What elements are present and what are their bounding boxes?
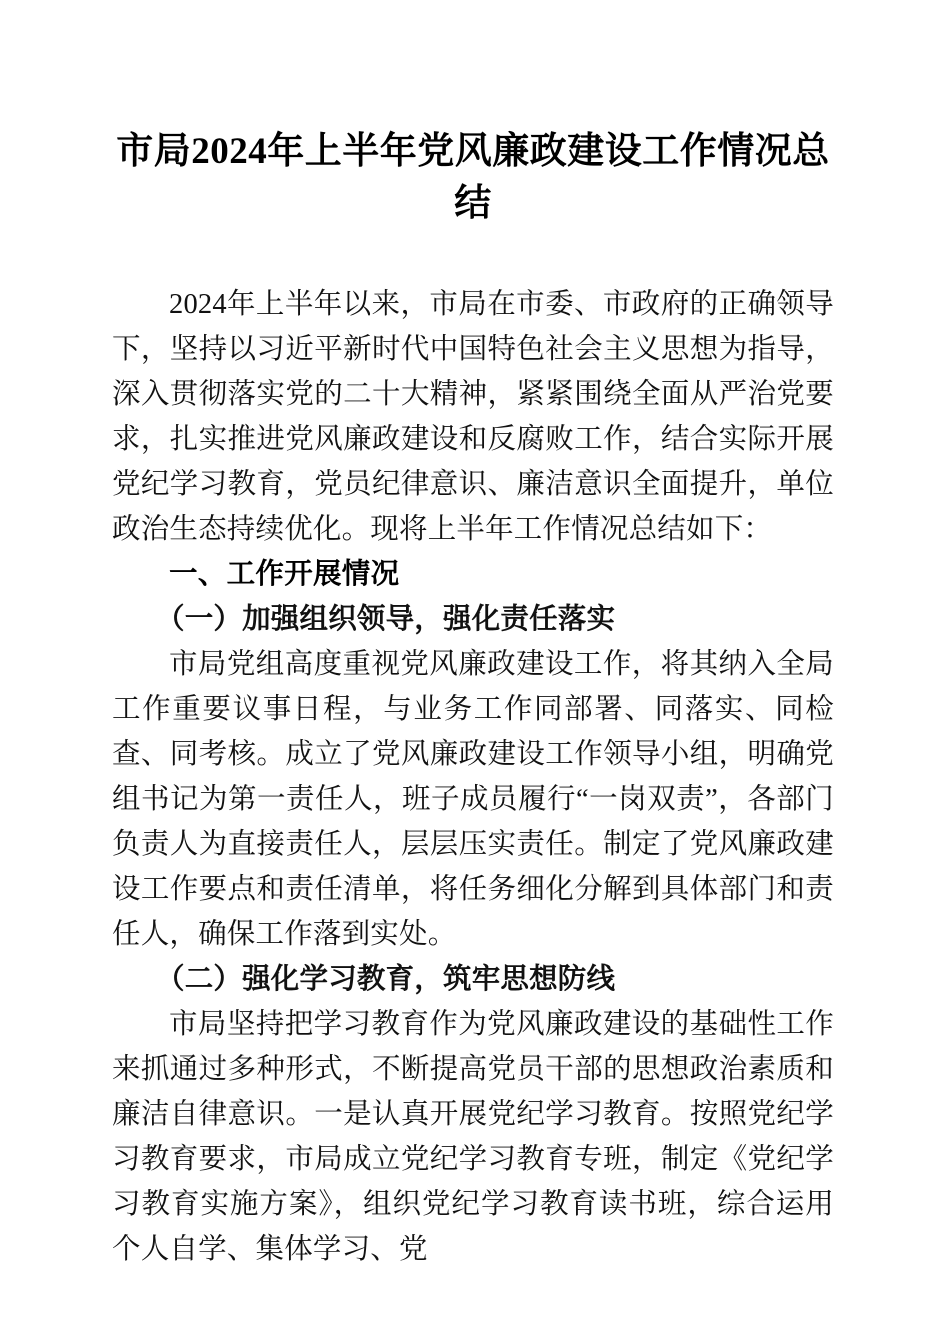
paragraph-1-2: 市局坚持把学习教育作为党风廉政建设的基础性工作来抓通过多种形式，不断提高党员干部的思想政治素质和廉洁自律意识。一是认真开展党纪学习教育。按照党纪学习教育要求，市局成立党纪学习教育专班，制定《党纪学习教育实施方案》，组织党纪学习教育读书班，综合运用个人自学、集体学习、党 (112, 1009, 834, 1265)
subsection-heading-1-2: （二）强化学习教育，筑牢思想防线 (156, 964, 616, 995)
section-heading-1: 一、工作开展情况 (169, 558, 400, 590)
paragraph-1-1: 市局党组高度重视党风廉政建设工作，将其纳入全局工作重要议事日程，与业务工作同部署、同落实、同检查、同考核。成立了党风廉政建设工作领导小组，明确党组书记为第一责任人，班子成员履行“一岗双责”，各部门负责人为直接责任人，层层压实责任。制定了党风廉政建设工作要点和责任清单，将任务细化分解到具体部门和责任人，确保工作落到实处。 (112, 649, 834, 950)
page-title: 市局2024年上半年党风廉政建设工作情况总结 (116, 131, 830, 224)
subsection-heading-1-1: （一）加强组织领导，强化责任落实 (156, 604, 616, 635)
paragraph-intro: 2024年上半年以来，市局在市委、市政府的正确领导下，坚持以习近平新时代中国特色社会主义思想为指导，深入贯彻落实党的二十大精神，紧紧围绕全面从严治党要求，扎实推进党风廉政建设和反腐败工作，结合实际开展党纪学习教育，党员纪律意识、廉洁意识全面提升，单位政治生态持续优化。现将上半年工作情况总结如下： (112, 289, 834, 545)
document-content (112, 0, 834, 1272)
